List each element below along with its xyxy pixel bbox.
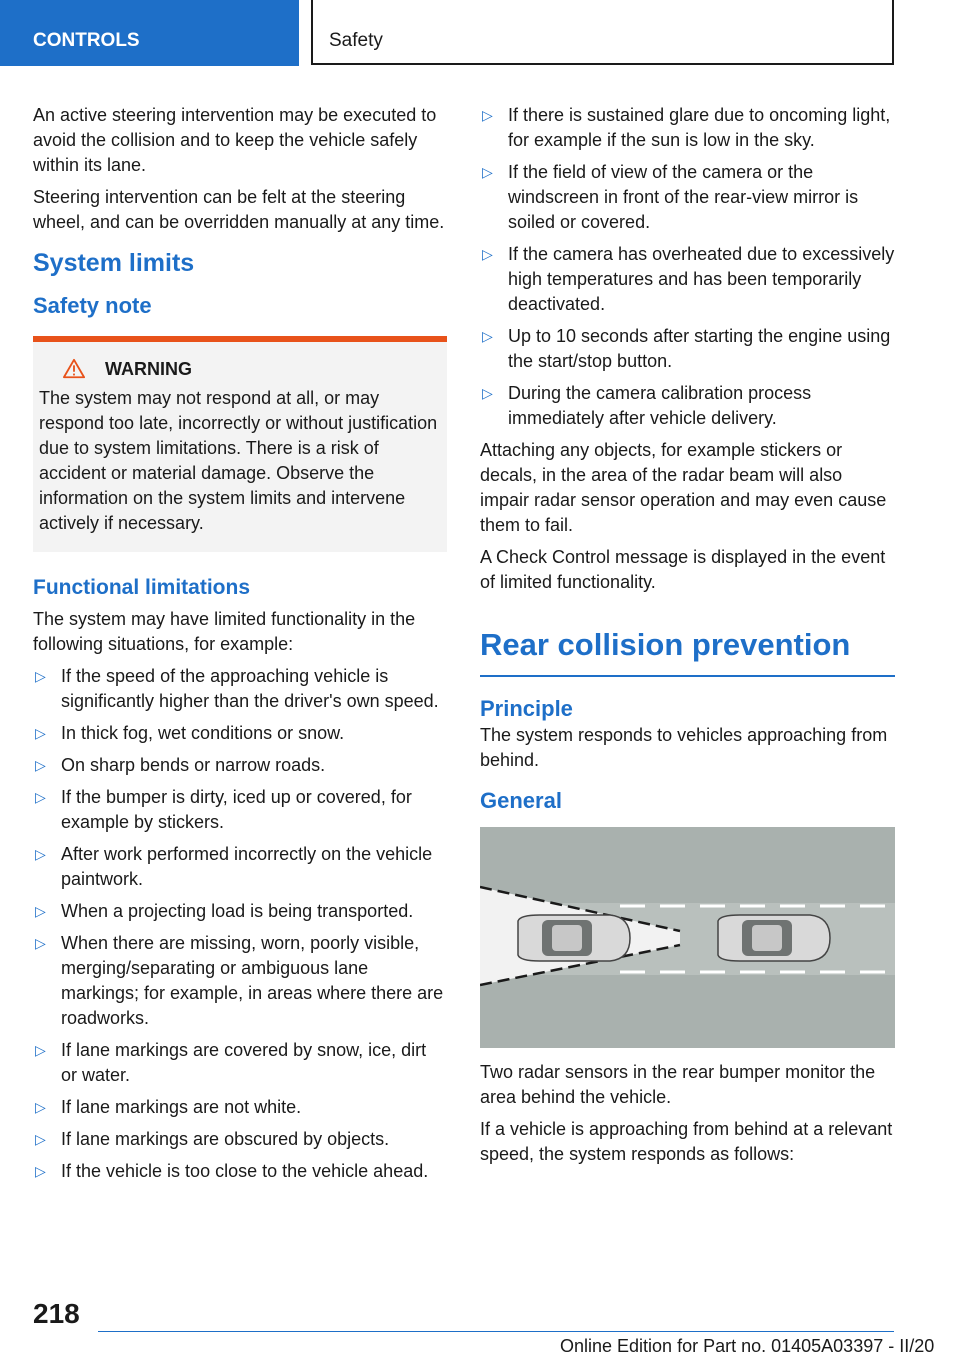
list-item: ▷ If lane markings are not white. [33,1095,447,1120]
car-icon [518,915,630,961]
heading-system-limits: System limits [33,249,195,277]
bullet-triangle-icon: ▷ [35,668,46,684]
list-item: ▷ If the camera has overheated due to excessively high temperatures and has been temporarily deactivated. [482,244,895,314]
bullet-triangle-icon: ▷ [35,846,46,862]
section-title: Safety [311,0,894,65]
bullet-triangle-icon: ▷ [482,246,493,262]
bullet-triangle-icon: ▷ [482,328,493,344]
page-number: 218 [33,1298,80,1329]
left-column [33,103,447,1191]
principle-text: The system responds to vehicles approaching from behind. [480,725,888,770]
bullet-triangle-icon: ▷ [482,385,493,401]
bullet-triangle-icon: ▷ [35,935,46,951]
bullet-triangle-icon: ▷ [35,789,46,805]
warning-text: The system may not respond at all, or may respond too late, incorrectly or without justification due to system limitations. There is a risk of accident or material damage. Observe the information on the system limits and intervene actively if necessary. [39,388,438,533]
list-item: ▷ If the speed of the approaching vehicle is significantly higher than the driver's own speed. [35,666,439,711]
list-item: ▷ When there are missing, worn, poorly visible, merging/separating or ambiguous lane markings; for example, in areas where there are roadworks. [35,933,444,1028]
check-control-paragraph: A Check Control message is displayed in the event of limited functionality. [480,547,886,592]
list-item: ▷ On sharp bends or narrow roads. [33,753,447,778]
bullet-triangle-icon: ▷ [35,1131,46,1147]
bullet-triangle-icon: ▷ [35,1099,46,1115]
heading-safety-note: Safety note [33,293,152,318]
objects-paragraph: Attaching any objects, for example stickers or decals, in the area of the radar beam will also impair radar sensor operation and may even cause them to fail. [480,440,887,535]
list-item: ▷ After work performed incorrectly on the vehicle paintwork. [35,844,433,889]
list-item: ▷ If the field of view of the camera or the windscreen in front of the rear-view mirror is soiled or covered. [482,162,859,232]
car-icon [718,915,830,961]
right-column [480,103,895,1174]
heading-functional-limitations: Functional limitations [33,576,251,599]
warning-title: WARNING [105,358,192,379]
intro-paragraph-1: An active steering intervention may be executed to avoid the collision and to keep the vehicle safely within its lane. [33,105,437,175]
footer-rule [98,1331,894,1332]
bullet-triangle-icon: ▷ [35,1163,46,1179]
bullet-triangle-icon: ▷ [482,107,493,123]
list-item: ▷ If there is sustained glare due to oncoming light, for example if the sun is low in the sky. [482,105,891,150]
intro-paragraph-2: Steering intervention can be felt at the steering wheel, and can be overridden manually at any time. [33,187,445,232]
bullet-triangle-icon: ▷ [482,164,493,180]
edition-text: Online Edition for Part no. 01405A03397 - II/20 [560,1336,935,1356]
chapter-tab: CONTROLS [0,0,299,66]
list-item: ▷ If the vehicle is too close to the vehicle ahead. [33,1159,447,1184]
bullet-triangle-icon: ▷ [35,725,46,741]
camera-limitations-list [480,103,895,431]
heading-principle: Principle [480,696,573,721]
bullet-triangle-icon: ▷ [35,757,46,773]
heading-general: General [480,788,562,813]
general-text-1: Two radar sensors in the rear bumper monitor the area behind the vehicle. [480,1062,876,1107]
list-item: ▷ Up to 10 seconds after starting the engine using the start/stop button. [482,326,891,371]
general-text-2: If a vehicle is approaching from behind at a relevant speed, the system responds as follows: [480,1119,893,1164]
radar-illustration [480,827,895,1048]
list-item: ▷ When a projecting load is being transported. [33,899,447,924]
warning-header [39,356,439,382]
functional-intro: The system may have limited functionality in the following situations, for example: [33,609,416,654]
heading-rear-collision-prevention: Rear collision prevention [480,625,895,677]
bullet-triangle-icon: ▷ [35,1042,46,1058]
warning-box [33,336,447,552]
list-item: ▷ In thick fog, wet conditions or snow. [33,721,447,746]
bullet-triangle-icon: ▷ [35,903,46,919]
warning-triangle-icon [63,358,85,380]
functional-limitations-list [33,664,447,1184]
list-item: ▷ If lane markings are covered by snow, ice, dirt or water. [35,1040,427,1085]
list-item: ▷ During the camera calibration process immediately after vehicle delivery. [482,383,812,428]
list-item: ▷ If the bumper is dirty, iced up or covered, for example by stickers. [35,787,412,832]
list-item: ▷ If lane markings are obscured by objects. [33,1127,447,1152]
